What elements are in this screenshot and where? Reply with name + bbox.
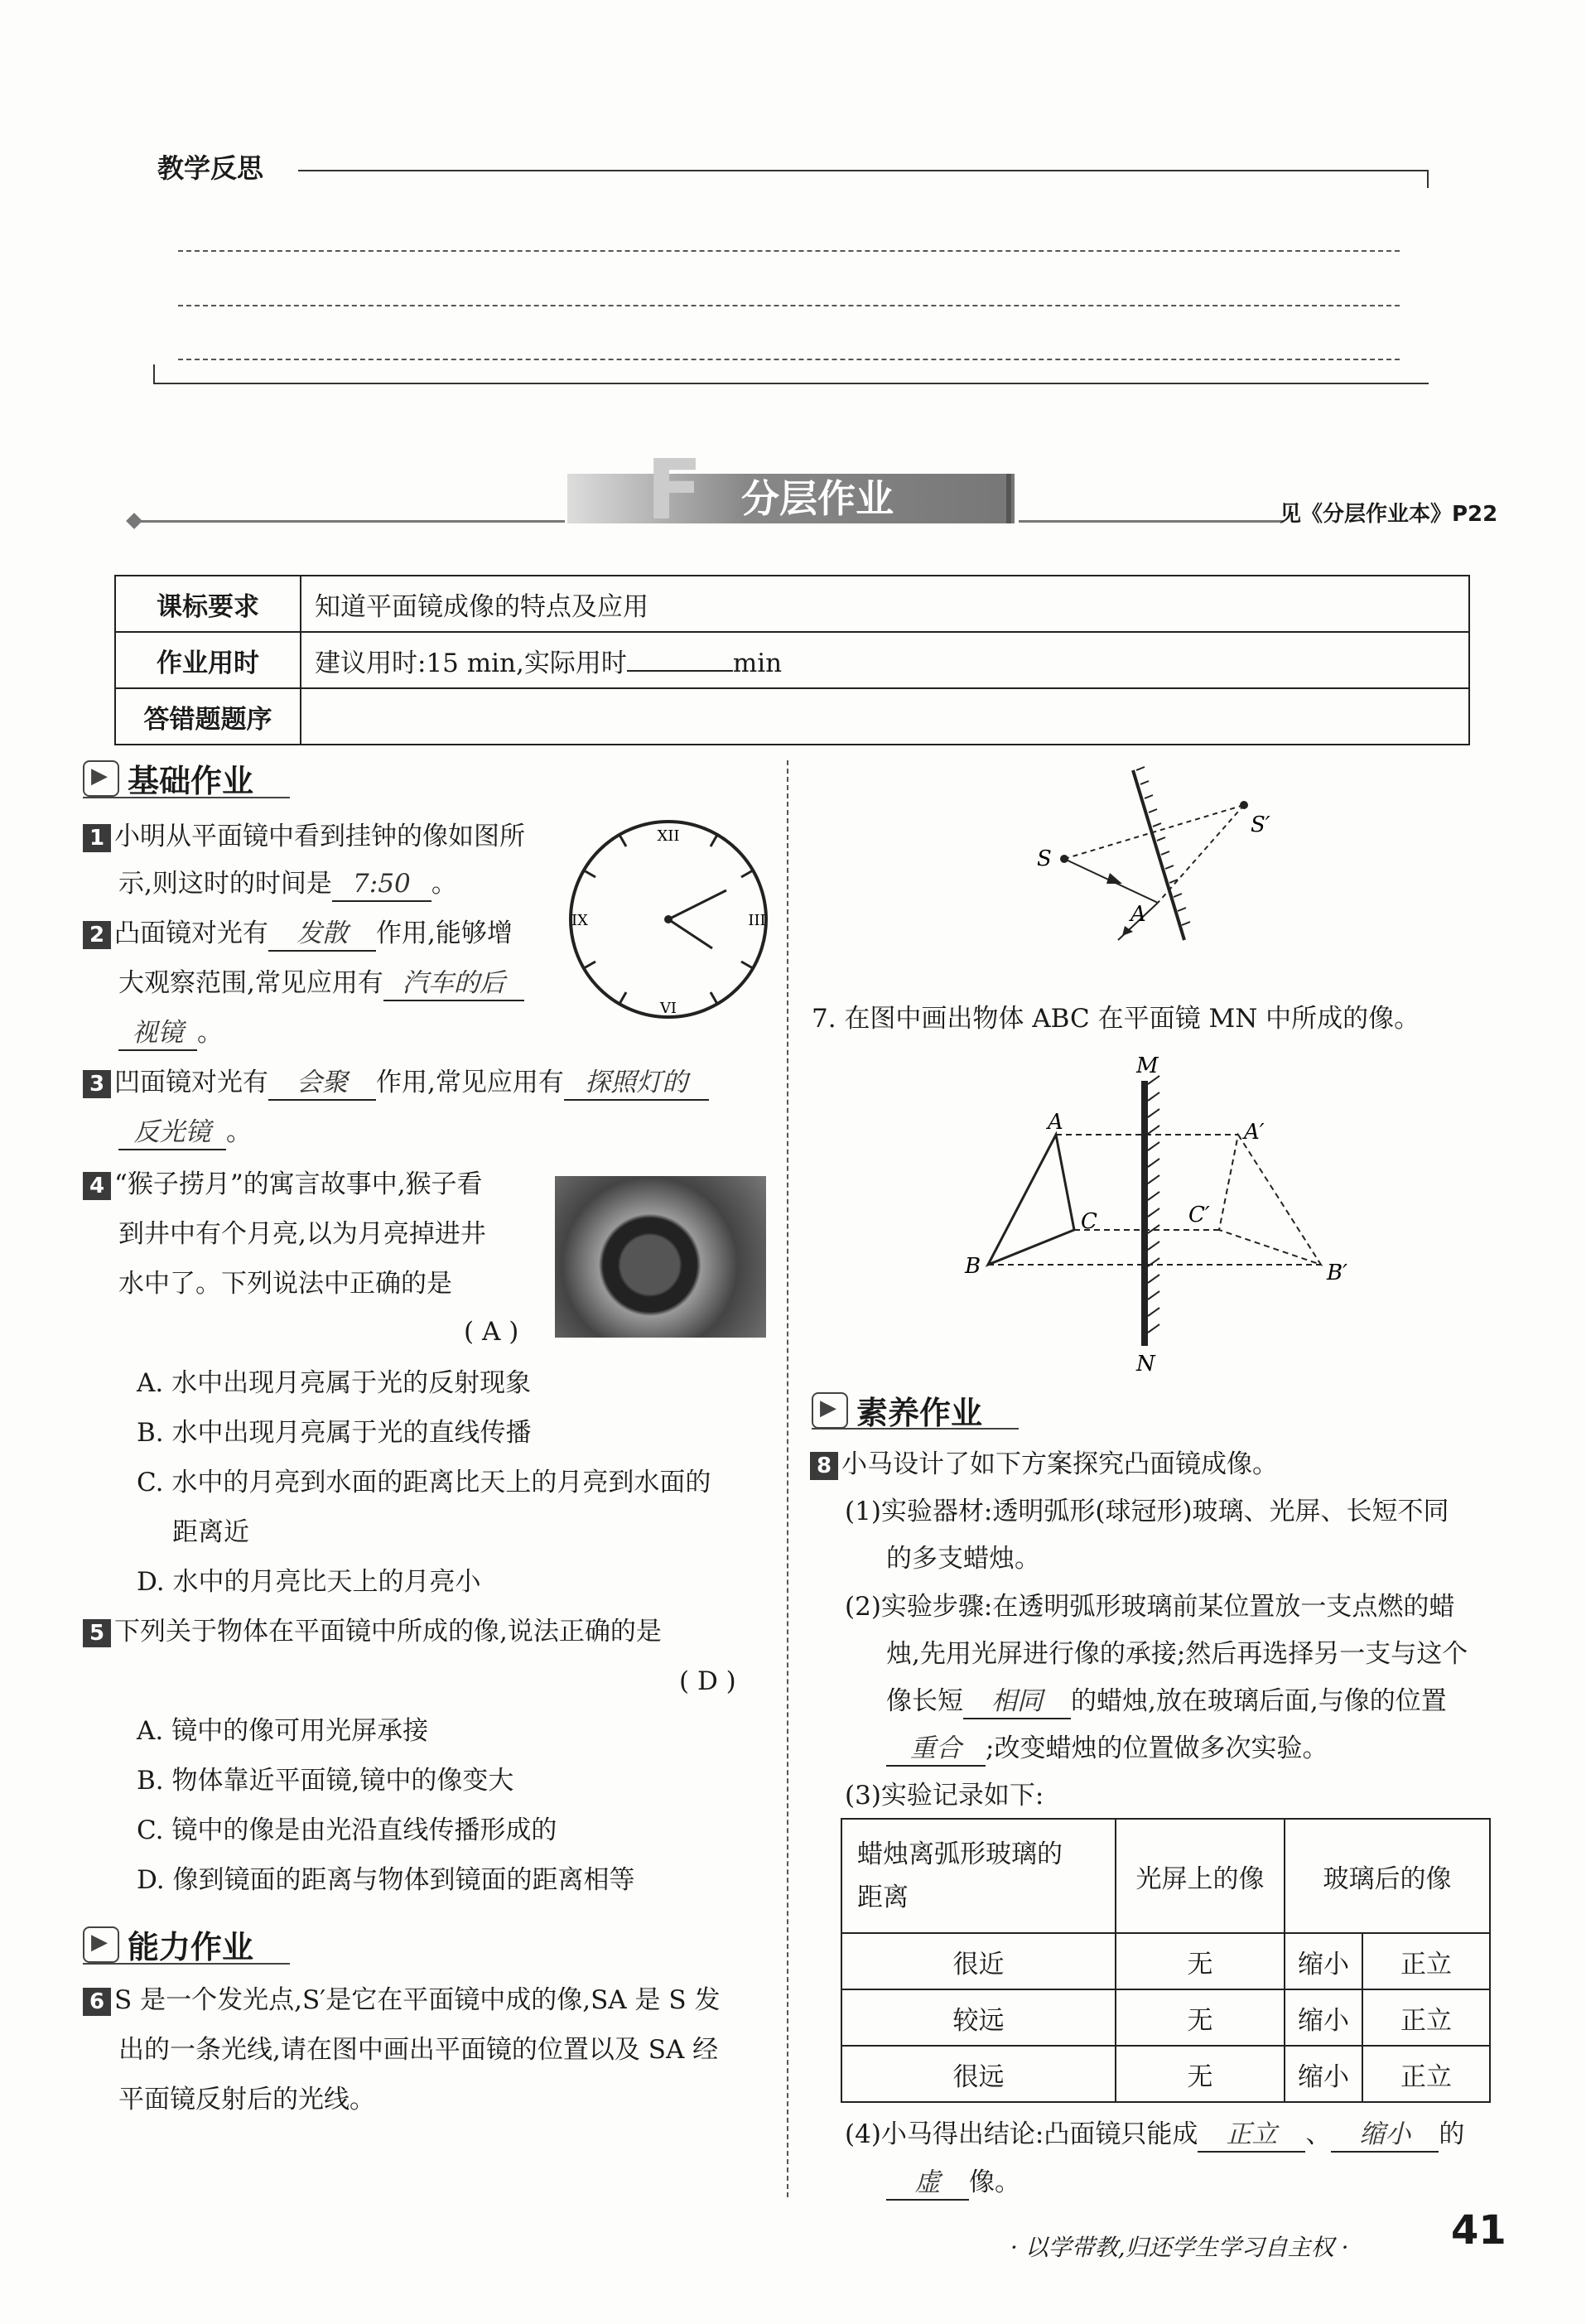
q3-answer-2[interactable]: 探照灯的: [564, 1066, 709, 1101]
q8-p1-line2: 的多支蜡烛。: [886, 1544, 1040, 1574]
arrow-icon: [812, 1392, 848, 1429]
q4-option-c: C. 水中的月亮到水面的距离比天上的月亮到水面的: [137, 1468, 711, 1497]
q8-answer-3[interactable]: 正立: [1198, 2118, 1305, 2153]
q5-option-c: C. 镜中的像是由光沿直线传播形成的: [137, 1815, 557, 1845]
actual-time-blank[interactable]: [627, 647, 733, 672]
table-row: 课标要求 知道平面镜成像的特点及应用: [115, 576, 1469, 632]
banner-ref: 见《分层作业本》P22: [1280, 502, 1498, 527]
q3-line2: 反光镜 。: [118, 1107, 252, 1157]
object-abc: [988, 1135, 1074, 1265]
q5-option-b: B. 物体靠近平面镜,镜中的像变大: [137, 1766, 514, 1796]
svg-text:A: A: [1048, 1110, 1063, 1135]
q8-stem: 8 小马设计了如下方案探究凸面镜成像。: [810, 1439, 1278, 1489]
svg-text:B′: B′: [1327, 1261, 1348, 1285]
column-divider: [787, 760, 788, 2197]
q6-line2: 出的一条光线,请在图中画出平面镜的位置以及 SA 经: [118, 2035, 719, 2065]
reflection-topline: [298, 170, 1429, 171]
q2-line1: 2 凸面镜对光有 发散 作用,能够增: [83, 909, 513, 958]
table-header: 蜡烛离弧形玻璃的 距离 光屏上的像 玻璃后的像: [841, 1819, 1490, 1933]
table-row: 作业用时 建议用时:15 min,实际用时 min: [115, 632, 1469, 688]
image-abc: [1219, 1135, 1321, 1265]
section-basic: ▶ 基础作业: [83, 755, 253, 801]
q8-answer-5[interactable]: 虚: [886, 2166, 969, 2201]
monkey-moon-photo: [555, 1176, 766, 1338]
q2-line2: 大观察范围,常见应用有 汽车的后: [118, 958, 524, 1008]
q8-p2-line3: 像长短 相同 的蜡烛,放在玻璃后面,与像的位置: [886, 1676, 1447, 1726]
reflection-line-3: [178, 359, 1400, 360]
page-number: 41: [1451, 2207, 1506, 2254]
table-row: 答错题题序: [115, 688, 1469, 745]
table-row: 较远 无 缩小 正立: [841, 1989, 1490, 2046]
q4-line1: 4 “猴子捞月”的寓言故事中,猴子看: [83, 1160, 483, 1209]
q8-p1-line1: (1)实验器材:透明弧形(球冠形)玻璃、光屏、长短不同: [845, 1497, 1449, 1526]
banner-letter: F: [646, 441, 703, 538]
q8-p2-line1: (2)实验步骤:在透明弧形玻璃前某位置放一支点燃的蜡: [845, 1592, 1455, 1622]
reflection-title: 教学反思: [157, 152, 264, 184]
mirror-mn: [1141, 1081, 1148, 1346]
footer-slogan: · 以学带教,归还学生学习自主权 ·: [1010, 2234, 1349, 2261]
clock-hour-hand: [668, 919, 712, 948]
q4-option-d: D. 水中的月亮比天上的月亮小: [137, 1567, 481, 1597]
q4-answer: ( A ): [464, 1317, 519, 1347]
requirements-table: [114, 575, 1470, 745]
q5-option-d: D. 像到镜面的距离与物体到镜面的距离相等: [137, 1865, 635, 1895]
record-table: [841, 1818, 1491, 2103]
q8-p4-line1: (4)小马得出结论:凸面镜只能成 正立 、 缩小 的: [845, 2109, 1464, 2159]
banner-title: 分层作业: [741, 476, 894, 521]
table-row: 很远 无 缩小 正立: [841, 2046, 1490, 2102]
q8-p3: (3)实验记录如下:: [845, 1781, 1044, 1811]
q8-p2-line4: 重合 ;改变蜡烛的位置做多次实验。: [886, 1724, 1328, 1773]
q8-p4-line2: 虚 像。: [886, 2158, 1020, 2207]
q4-option-b: B. 水中出现月亮属于光的直线传播: [137, 1418, 532, 1448]
clock-mark-ix: IX: [571, 912, 588, 929]
svg-text:N: N: [1136, 1352, 1155, 1375]
q3-answer-1[interactable]: 会聚: [268, 1066, 376, 1101]
svg-text:S′: S′: [1251, 812, 1270, 837]
q6-line3: 平面镜反射后的光线。: [118, 2085, 375, 2114]
clock-mark-vi: VI: [659, 1000, 677, 1017]
q4-option-a: A. 水中出现月亮属于光的反射现象: [137, 1368, 532, 1398]
svg-text:A: A: [1130, 902, 1146, 927]
q3-answer-3[interactable]: 反光镜: [118, 1116, 226, 1150]
reflection-line-2: [178, 305, 1400, 306]
svg-text:M: M: [1136, 1054, 1159, 1078]
clock-minute-hand: [668, 890, 726, 919]
q4-option-c-cont: 距离近: [172, 1517, 249, 1547]
section-ability: ▶ 能力作业: [83, 1921, 253, 1967]
reflection-line-1: [178, 250, 1400, 252]
q8-answer-2[interactable]: 重合: [886, 1732, 986, 1767]
svg-text:S: S: [1037, 846, 1052, 871]
q6-figure: [1019, 762, 1333, 952]
section-literacy: ▶ 素养作业: [812, 1387, 982, 1433]
q8-p2-line2: 烛,先用光屏进行像的承接;然后再选择另一支与这个: [886, 1639, 1468, 1669]
q6-line1: 6 S 是一个发光点,S′是它在平面镜中成的像,SA 是 S 发: [83, 1975, 721, 2025]
q1-answer[interactable]: 7:50: [332, 867, 431, 902]
q2-answer-1[interactable]: 发散: [268, 917, 376, 952]
clock-mark-xii: XII: [657, 827, 680, 845]
q4-line2: 到井中有个月亮,以为月亮掉进井: [118, 1219, 486, 1249]
q2-answer-2[interactable]: 汽车的后: [383, 967, 524, 1001]
q8-answer-4[interactable]: 缩小: [1331, 2118, 1439, 2153]
q1-line2: 示,则这时的时间是 7:50 。: [118, 859, 457, 909]
svg-text:C: C: [1081, 1209, 1097, 1234]
q2-line3: 视镜 。: [118, 1008, 223, 1058]
q3-line1: 3 凹面镜对光有 会聚 作用,常见应用有 探照灯的: [83, 1058, 709, 1107]
q2-answer-3[interactable]: 视镜: [118, 1016, 197, 1051]
q1-line1: 1 小明从平面镜中看到挂钟的像如图所: [83, 812, 525, 861]
q5-option-a: A. 镜中的像可用光屏承接: [137, 1716, 429, 1746]
svg-text:A′: A′: [1244, 1120, 1265, 1145]
clock-mark-iii: III: [748, 912, 766, 929]
q4-line3: 水中了。下列说法中正确的是: [118, 1269, 452, 1299]
svg-text:B: B: [965, 1254, 981, 1279]
q7-figure: [952, 1048, 1367, 1375]
q5-stem: 5 下列关于物体在平面镜中所成的像,说法正确的是: [83, 1607, 662, 1656]
arrow-icon: [83, 760, 119, 797]
clock-figure: [565, 816, 772, 1023]
table-row: 很近 无 缩小 正立: [841, 1933, 1490, 1989]
q5-answer: ( D ): [679, 1666, 736, 1696]
arrow-icon: [83, 1926, 119, 1963]
svg-text:C′: C′: [1188, 1203, 1210, 1227]
q7-text: 7. 在图中画出物体 ABC 在平面镜 MN 中所成的像。: [812, 1004, 1420, 1034]
q8-answer-1[interactable]: 相同: [963, 1685, 1071, 1719]
